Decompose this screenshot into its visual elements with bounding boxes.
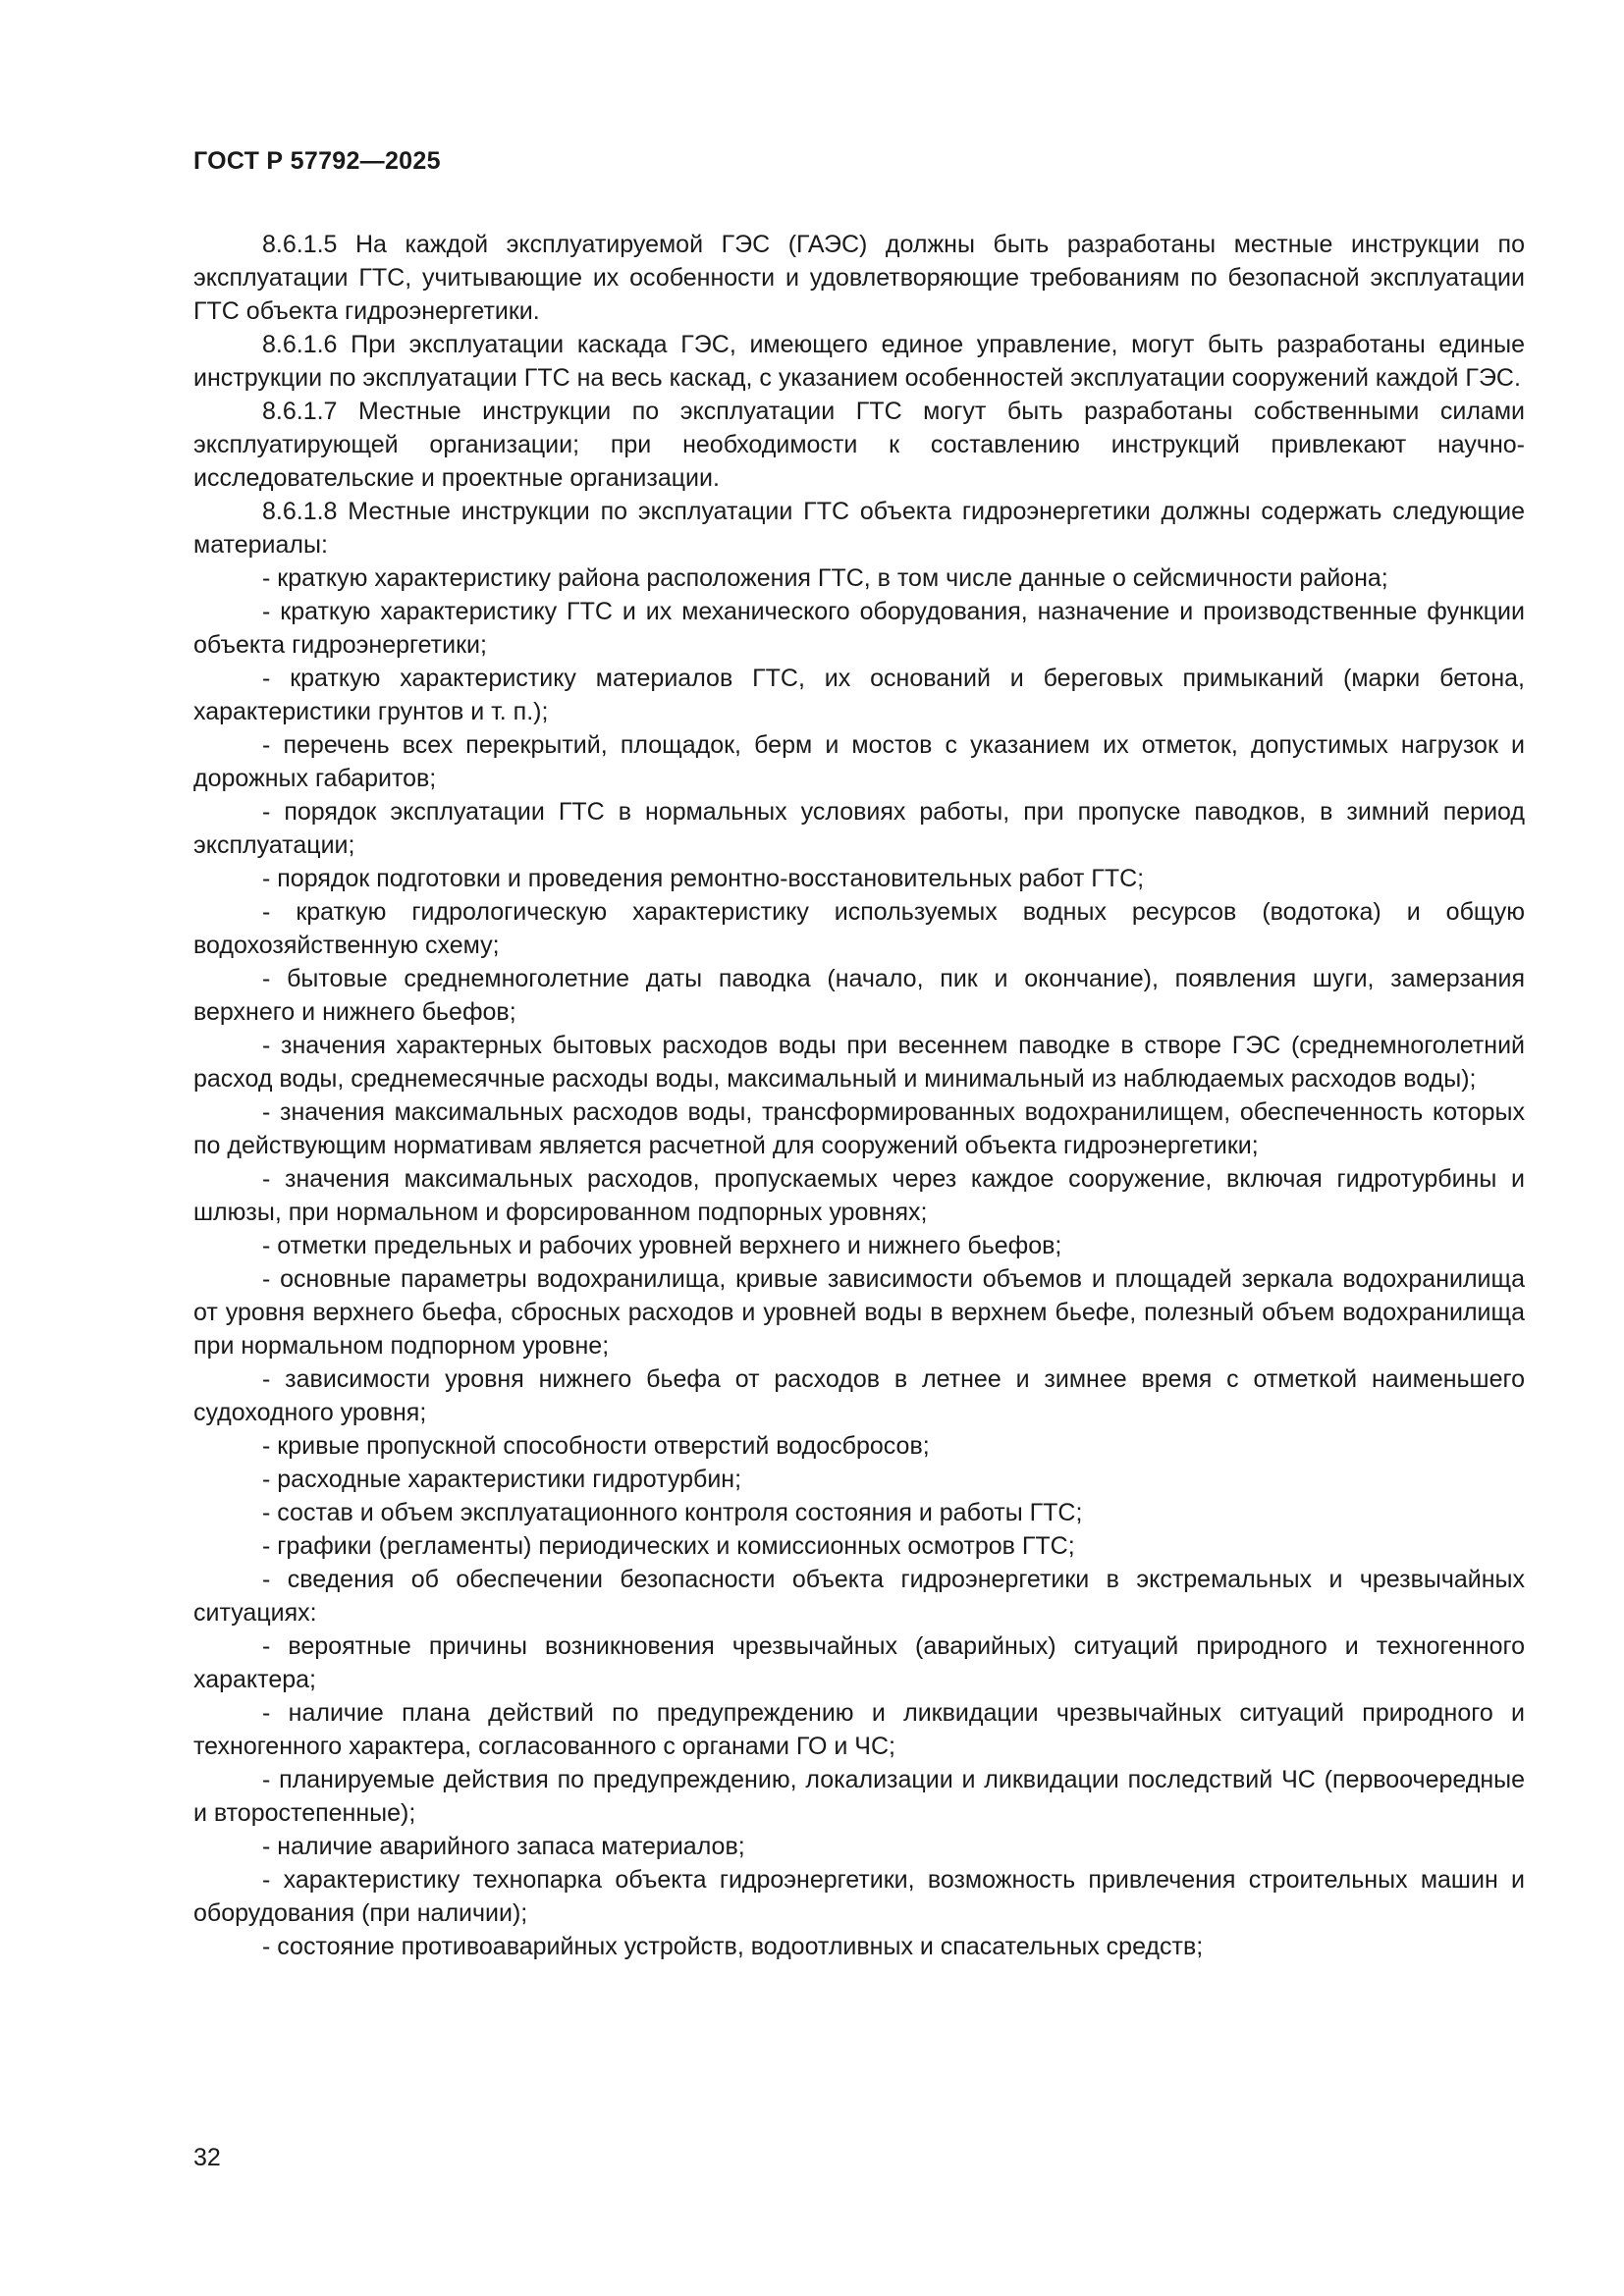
list-item: - графики (регламенты) периодических и комиссионных осмотров ГТС; — [262, 1532, 1075, 1560]
paragraph-8-6-1-7: 8.6.1.7 Местные инструкции по эксплуатации ГТС могут быть разработаны собственными силами эксплуатирующей организации; при необходимости к составлению инструкций привлекают научно-исследовательские и проектные организации. — [193, 398, 1525, 492]
list-item: - основные параметры водохранилища, кривые зависимости объемов и площадей зеркала водохранилища от уровня верхнего бьефа, сбросных расходов и уровней воды в верхнем бьефе, полезный объем водохранилища при нормальном подпорном уровне; — [193, 1265, 1525, 1360]
list-item: - порядок подготовки и проведения ремонтно-восстановительных работ ГТС; — [262, 865, 1145, 892]
list-item: - характеристику технопарка объекта гидроэнергетики, возможность привлечения строительных машин и оборудования (при наличии); — [193, 1866, 1525, 1927]
list-item: - состав и объем эксплуатационного контроля состояния и работы ГТС; — [262, 1499, 1083, 1526]
list-item: - расходные характеристики гидротурбин; — [262, 1466, 742, 1493]
document-body — [193, 228, 1525, 1963]
paragraph-8-6-1-5: 8.6.1.5 На каждой эксплуатируемой ГЭС (ГАЭС) должны быть разработаны местные инструкции по эксплуатации ГТС, учитывающие их особенности и удовлетворяющие требованиям по безопасной эксплуатации ГТС объекта гидроэнергетики. — [193, 231, 1525, 325]
list-item: - вероятные причины возникновения чрезвычайных (аварийных) ситуаций природного и техногенного характера; — [193, 1632, 1525, 1693]
list-item: - значения максимальных расходов, пропускаемых через каждое сооружение, включая гидротурбины и шлюзы, при нормальном и форсированном подпорных уровнях; — [193, 1165, 1525, 1226]
page-number: 32 — [193, 2144, 221, 2171]
document-header: ГОСТ Р 57792—2025 — [193, 147, 441, 175]
list-item: - порядок эксплуатации ГТС в нормальных условиях работы, при пропуске паводков, в зимний период эксплуатации; — [193, 798, 1525, 859]
list-item: - краткую гидрологическую характеристику используемых водных ресурсов (водотока) и общую водохозяйственную схему; — [193, 898, 1525, 959]
paragraph-8-6-1-8: 8.6.1.8 Местные инструкции по эксплуатации ГТС объекта гидроэнергетики должны содержать следующие материалы: — [193, 498, 1525, 559]
list-item: - краткую характеристику района расположения ГТС, в том числе данные о сейсмичности района; — [262, 564, 1388, 592]
list-item: - сведения об обеспечении безопасности объекта гидроэнергетики в экстремальных и чрезвычайных ситуациях: — [193, 1566, 1525, 1627]
list-item: - наличие плана действий по предупреждению и ликвидации чрезвычайных ситуаций природного и техногенного характера, согласованного с органами ГО и ЧС; — [193, 1699, 1525, 1760]
list-item: - краткую характеристику ГТС и их механического оборудования, назначение и производственные функции объекта гидроэнергетики; — [193, 598, 1525, 659]
list-item: - перечень всех перекрытий, площадок, берм и мостов с указанием их отметок, допустимых нагрузок и дорожных габаритов; — [193, 731, 1525, 792]
list-item: - планируемые действия по предупреждению, локализации и ликвидации последствий ЧС (первоочередные и второстепенные); — [193, 1766, 1525, 1827]
list-item: - наличие аварийного запаса материалов; — [262, 1833, 745, 1860]
list-item: - кривые пропускной способности отверстий водосбросов; — [262, 1432, 930, 1460]
list-item: - значения максимальных расходов воды, трансформированных водохранилищем, обеспеченность которых по действующим нормативам является расчетной для сооружений объекта гидроэнергетики; — [193, 1098, 1525, 1159]
list-item: - бытовые среднемноголетние даты паводка (начало, пик и окончание), появления шуги, замерзания верхнего и нижнего бьефов; — [193, 965, 1525, 1026]
list-item: - состояние противоаварийных устройств, водоотливных и спасательных средств; — [262, 1933, 1204, 1960]
list-item: - значения характерных бытовых расходов воды при весеннем паводке в створе ГЭС (среднемноголетний расход воды, среднемесячные расходы воды, максимальный и минимальный из наблюдаемых расходов воды); — [193, 1032, 1525, 1093]
list-item: - отметки предельных и рабочих уровней верхнего и нижнего бьефов; — [262, 1232, 1062, 1259]
paragraph-8-6-1-6: 8.6.1.6 При эксплуатации каскада ГЭС, имеющего единое управление, могут быть разработаны единые инструкции по эксплуатации ГТС на весь каскад, с указанием особенностей эксплуатации сооружений каждой ГЭС. — [193, 331, 1525, 392]
list-item: - краткую характеристику материалов ГТС, их оснований и береговых примыканий (марки бетона, характеристики грунтов и т. п.); — [193, 665, 1525, 725]
list-item: - зависимости уровня нижнего бьефа от расходов в летнее и зимнее время с отметкой наименьшего судоходного уровня; — [193, 1365, 1525, 1426]
